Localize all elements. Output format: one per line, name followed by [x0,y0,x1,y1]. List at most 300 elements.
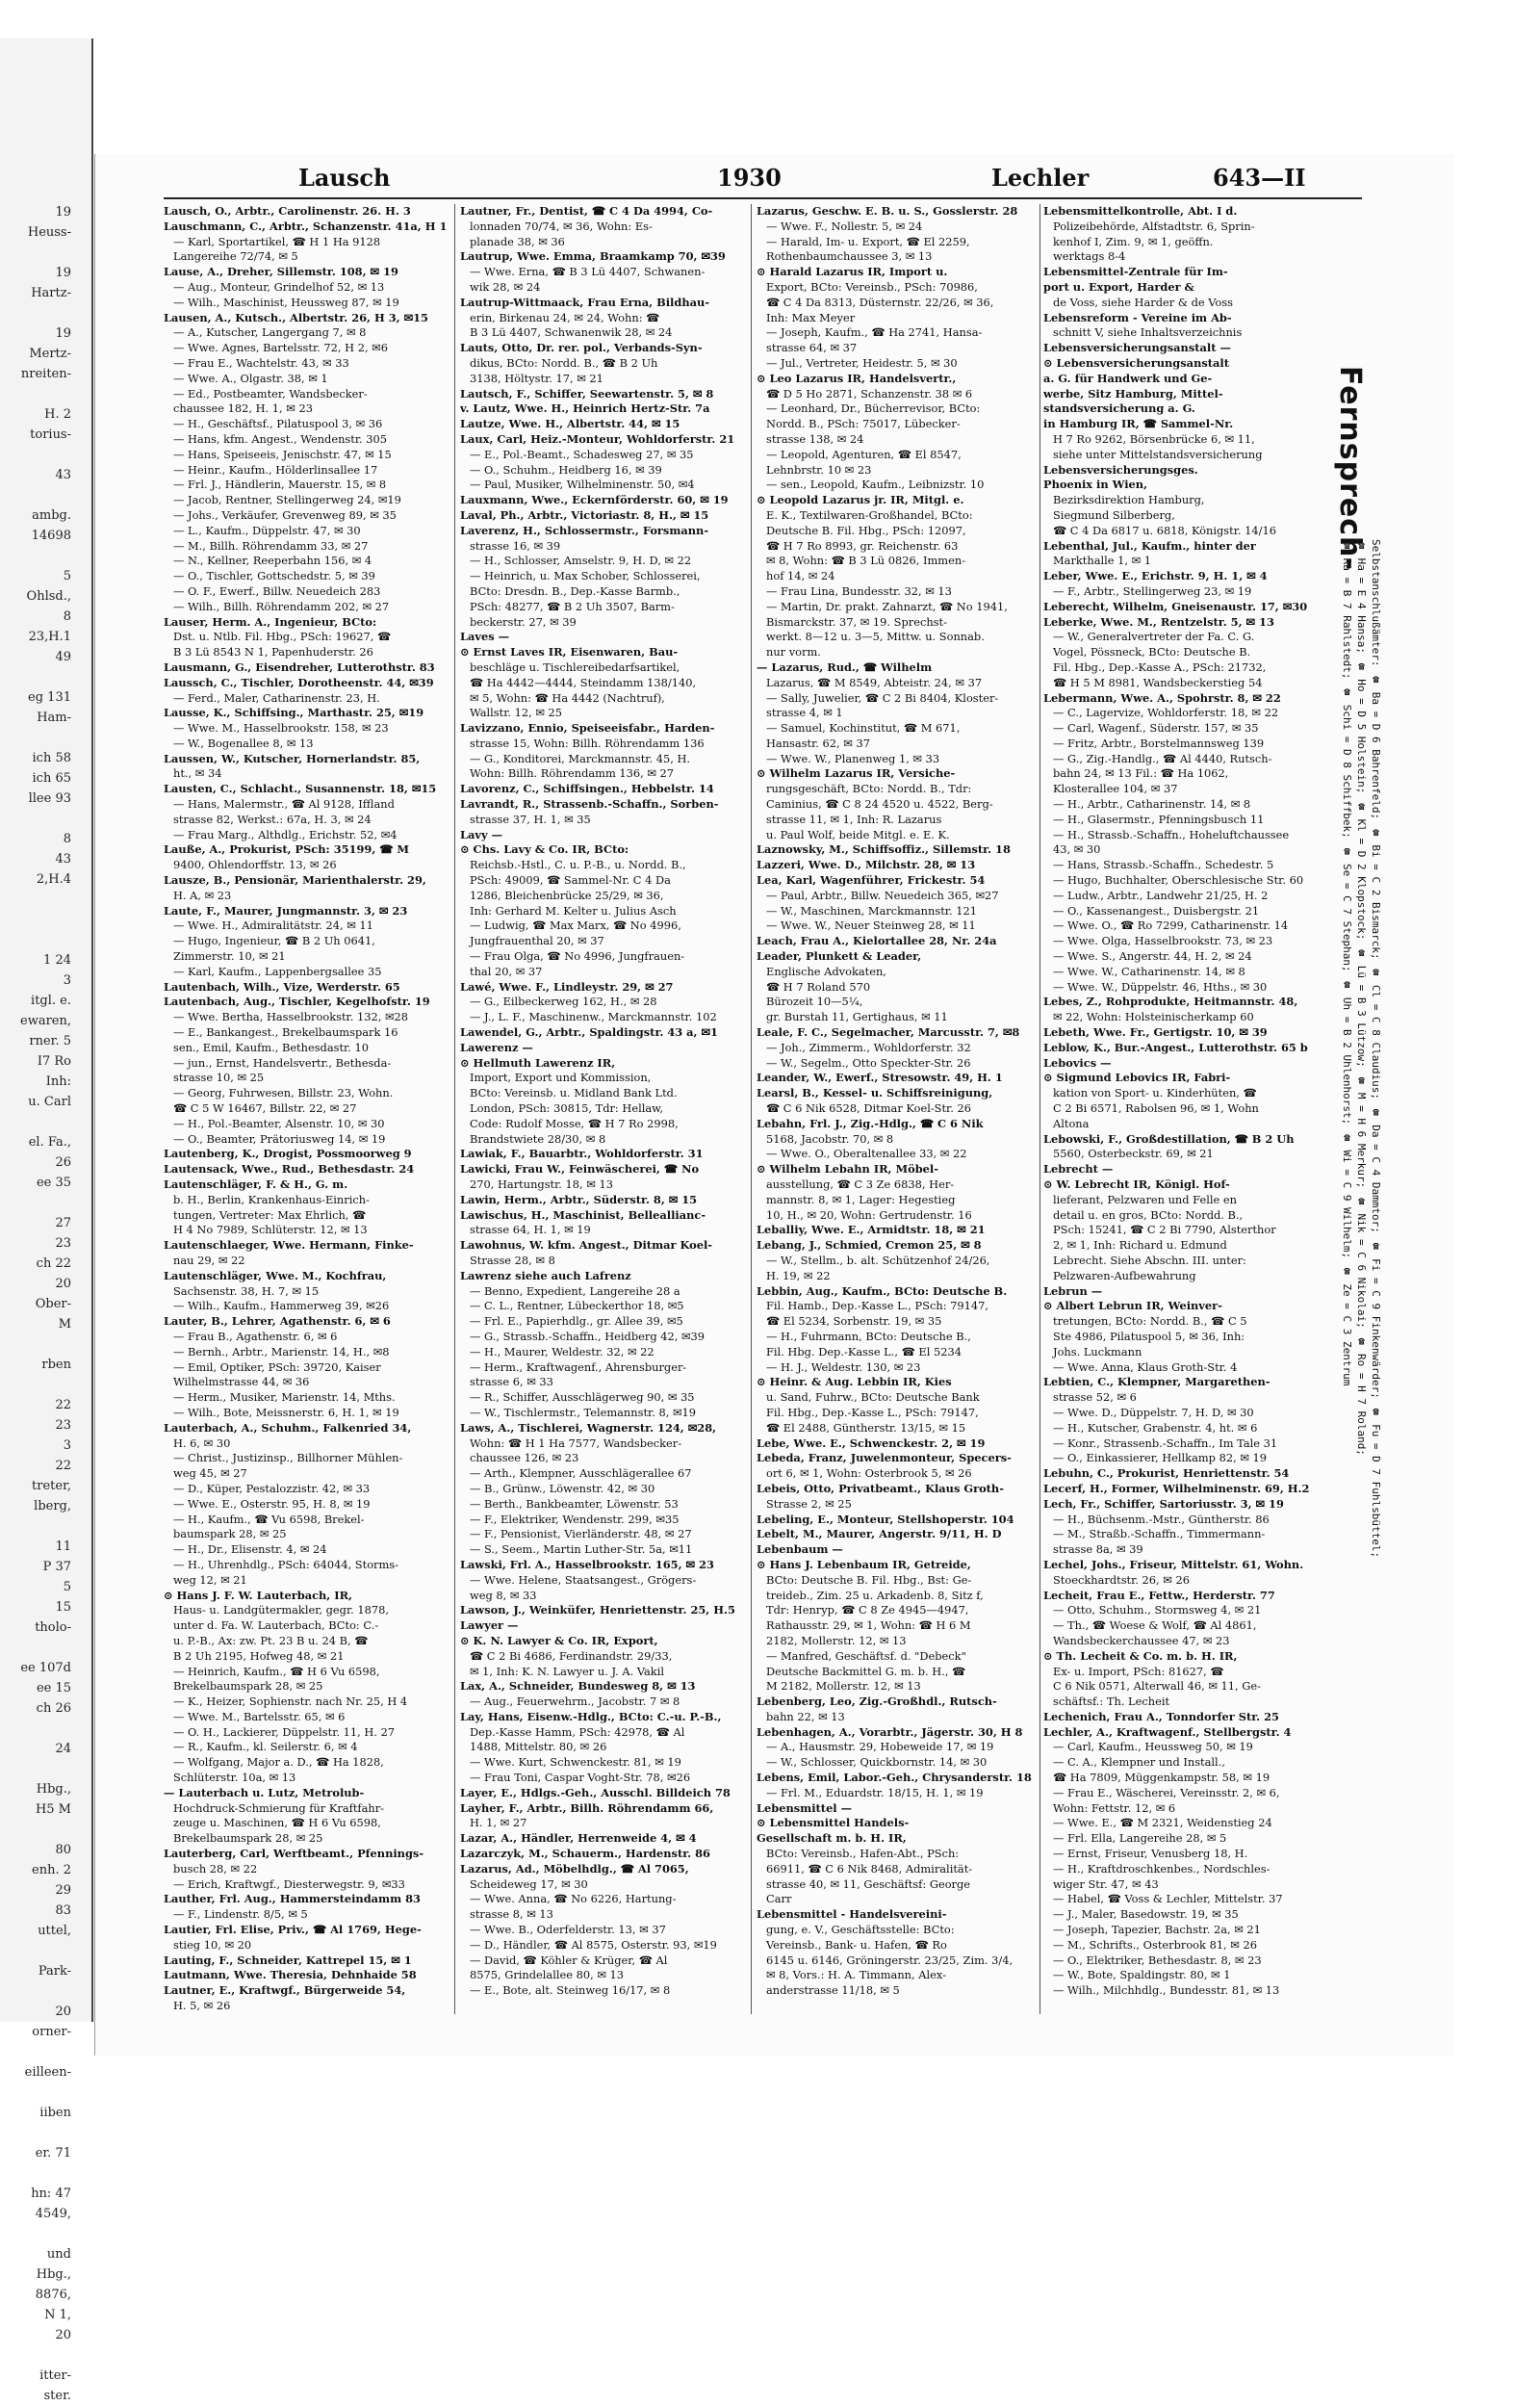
adjacent-page-fragment: Inh: [45,1074,71,1089]
directory-entry: Lebensversicherungsanstalt — [1043,341,1231,355]
exchange-code-line: Selbstanschlußämter: ☎ Ba = D 6 Bahrenfeld; ☎ Bi = C 2 Bismarck; ☎ Cl = C 8 Claudius; ☎ Da = C 4 Dammtor; ☎ Fi = C 9 Finkenwärder; ☎ Fu = D 7 Fuhlsbüttel; [1370,539,1382,1559]
directory-entry: — Wwe. B., Oderfelderstr. 13, ✉ 37 [470,1923,666,1937]
directory-entry: — J., Maler, Basedowstr. 19, ✉ 35 [1053,1907,1239,1922]
adjacent-page-fragment [0,485,75,505]
directory-entry: B 3 Lü 4407, Schwanenwik 28, ✉ 24 [470,325,673,340]
directory-entry: — H., Uhrenhdlg., PSch: 64044, Storms- [173,1557,398,1571]
adjacent-page-fragment: Hbg., [36,2267,71,2282]
directory-entry: planade 38, ✉ 36 [470,234,565,248]
directory-entry: Laute, F., Maurer, Jungmannstr. 3, ✉ 23 [164,903,408,918]
directory-entry: Ste 4986, Pilatuspool 5, ✉ 36, Inh: [1053,1329,1245,1343]
adjacent-page-fragment [0,1334,75,1355]
directory-entry: Wohn: Fettstr. 12, ✉ 6 [1053,1800,1176,1815]
directory-entry: — Wwe. Kurt, Schwenckestr. 81, ✉ 19 [470,1755,681,1770]
directory-entry: Lavrandt, R., Strassenb.-Schaffn., Sorben- [460,797,719,812]
directory-entry: — Paul, Musiker, Wilhelminenstr. 50, ✉4 [470,478,695,492]
directory-entry: — F., Arbtr., Stellingerweg 23, ✉ 19 [1053,583,1252,598]
side-panel-exchange-codes [1340,539,1383,2051]
adjacent-page-fragment: 43 [55,468,71,482]
directory-entry: ⊙ Lebensversicherungsanstalt [1043,355,1229,370]
directory-entry: ⊙ Albert Lebrun IR, Weinver- [1043,1299,1222,1313]
directory-entry: — Arth., Klempner, Ausschlägerallee 67 [470,1466,692,1481]
directory-entry: — G., Strassb.-Schaffn., Heidberg 42, ✉39 [470,1329,706,1343]
directory-entry: 43, ✉ 30 [1053,842,1101,857]
directory-entry: — Heinrich, u. Max Schober, Schlosserei, [470,569,701,583]
directory-entry: PSch: 48277, ☎ B 2 Uh 3507, Barm- [470,599,675,613]
directory-entry: Lawiak, F., Bauarbtr., Wohldorferstr. 31 [460,1147,704,1161]
directory-entry: Lautmann, Wwe. Theresia, Dehnhaide 58 [164,1968,417,1982]
directory-entry: ☎ Ha 4442—4444, Steindamm 138/140, [470,675,697,689]
directory-entry: nur vorm. [766,645,821,660]
directory-entry: Lawischus, H., Maschinist, Belleallianc- [460,1207,706,1222]
directory-entry: Layher, F., Arbtr., Billh. Röhrendamm 66, [460,1800,714,1815]
directory-entry: ☎ C 2 Bi 4686, Ferdinandstr. 29/33, [470,1648,673,1663]
directory-entry: strasse 8, ✉ 13 [470,1907,553,1922]
directory-entry: — Wwe. S., Angerstr. 44, H. 2, ✉ 24 [1053,949,1252,964]
directory-entry: B 3 Lü 8543 N 1, Papenhuderstr. 26 [173,645,373,660]
directory-entry: Sachsenstr. 38, H. 7, ✉ 15 [173,1283,320,1298]
directory-entry: Englische Advokaten, [766,964,886,978]
page-number: 643—II [1213,164,1306,192]
directory-entry: London, PSch: 30815, Tdr: Hellaw, [470,1101,664,1116]
directory-entry: Lay, Hans, Eisenw.-Hdlg., BCto: C.-u. P.-B., [460,1709,722,1723]
column-2 [460,204,747,2014]
directory-entry: ⊙ Wilhelm Lebahn IR, Möbel- [757,1162,938,1177]
directory-entry: 8575, Grindelallee 80, ✉ 13 [470,1968,625,1982]
directory-entry: — A., Kutscher, Langergang 7, ✉ 8 [173,325,367,340]
directory-entry: — Harald, Im- u. Export, ☎ El 2259, [766,234,970,248]
directory-entry: Lausch, O., Arbtr., Carolinenstr. 26. H. 3 [164,204,411,218]
directory-entry: — Aug., Feuerwehrm., Jacobstr. 7 ✉ 8 [470,1695,680,1709]
directory-entry: — Wolfgang, Major a. D., ☎ Ha 1828, [173,1755,384,1770]
directory-entry: gung, e. V., Geschäftsstelle: BCto: [766,1923,955,1937]
directory-entry: — E., Bankangest., Brekelbaumspark 16 [173,1025,398,1040]
directory-entry: kation von Sport- u. Kinderhüten, ☎ [1053,1086,1257,1100]
directory-entry: Lebeis, Otto, Privatbeamt., Klaus Groth- [757,1481,1004,1495]
directory-entry: Lauxmann, Wwe., Eckernförderstr. 60, ✉ 19 [460,493,729,507]
directory-entry: — O., Einkassierer, Hellkamp 82, ✉ 19 [1053,1451,1267,1465]
directory-entry: Lebenberg, Leo, Zig.-Großhdl., Rutsch- [757,1695,997,1709]
directory-entry: kenhof I, Zim. 9, ✉ 1, geöffn. [1053,234,1214,248]
directory-entry: PSch: 15241, ☎ C 2 Bi 7790, Alsterthor [1053,1223,1276,1237]
directory-entry: — W., Tischlermstr., Telemannstr. 8, ✉19 [470,1405,696,1419]
directory-entry: — H., Kaufm., ☎ Vu 6598, Brekel- [173,1512,365,1526]
adjacent-page-fragment [0,1981,75,2002]
directory-entry: Lebovics — [1043,1055,1112,1070]
directory-entry: Phoenix in Wien, [1043,478,1148,492]
directory-entry: — H., Geschäftsf., Pilatuspool 3, ✉ 36 [173,417,383,431]
directory-entry: Lebenbaum — [757,1542,843,1557]
directory-entry: Lechler, A., Kraftwagenf., Stellbergstr. 4 [1043,1724,1292,1739]
adjacent-page-fragment: lberg, [34,1499,71,1513]
directory-entry: strasse 82, Werkst.: 67a, H. 3, ✉ 24 [173,812,372,826]
directory-entry: Lebrecht — [1043,1162,1114,1177]
directory-entry: — Frau E., Wachtelstr. 43, ✉ 33 [173,355,349,370]
directory-entry: ort 6, ✉ 1, Wohn: Osterbrook 5, ✉ 26 [766,1466,972,1481]
directory-entry: Lecerf, H., Former, Wilhelminenstr. 69, H.2 [1043,1481,1310,1495]
directory-entry: — Wwe. W., Düppelstr. 46, Hths., ✉ 30 [1053,979,1268,994]
directory-entry: Lavizzano, Ennio, Speiseeisfabr., Harden- [460,721,715,736]
directory-entry: ✉ 8, Vors.: H. A. Timmann, Alex- [766,1968,946,1982]
adjacent-page-fragment [0,1759,75,1779]
directory-entry: — Carl, Wagenf., Süderstr. 157, ✉ 35 [1053,721,1259,736]
directory-entry: Leale, F. C., Segelmacher, Marcusstr. 7, ✉8 [757,1025,1020,1040]
directory-entry: strasse 40, ✉ 11, Geschäftsf: George [766,1876,971,1891]
directory-entry: — O., Schuhm., Heidberg 16, ✉ 39 [470,462,662,477]
directory-entry: Nordd. B., PSch: 75017, Lübecker- [766,417,961,431]
directory-entry: — Ernst, Friseur, Venusberg 18, H. [1053,1847,1248,1861]
directory-entry: ☎ C 4 Da 6817 u. 6818, Königstr. 14/16 [1053,523,1276,537]
directory-entry: ✉ 1, Inh: K. N. Lawyer u. J. A. Vakil [470,1664,664,1678]
directory-entry: — Joseph, Kaufm., ☎ Ha 2741, Hansa- [766,325,983,340]
directory-entry: v. Lautz, Wwe. H., Heinrich Hertz-Str. 7a [460,401,710,416]
adjacent-page-fragment: u. Carl [28,1095,71,1109]
directory-entry: Laves — [460,630,510,644]
adjacent-page-fragment [0,2224,75,2244]
directory-entry: ⊙ Harald Lazarus IR, Import u. [757,265,948,279]
adjacent-page-fragment: ewaren, [20,1014,71,1028]
directory-entry: — sen., Leopold, Kaufm., Leibnizstr. 10 [766,478,985,492]
directory-entry: 1488, Mittelstr. 80, ✉ 26 [470,1740,607,1754]
directory-entry: BCto: Vereinsb. u. Midland Bank Ltd. [470,1086,678,1100]
directory-entry: — Wilh., Milchhdlg., Bundesstr. 81, ✉ 13 [1053,1983,1280,1998]
directory-entry: H. A, ✉ 23 [173,888,232,902]
adjacent-page-fragment: 49 [55,650,71,664]
directory-entry: C 6 Nik 0571, Alterwall 46, ✉ 11, Ge- [1053,1679,1261,1694]
directory-entry: — H., Schlosser, Amselstr. 9, H. D, ✉ 22 [470,554,692,568]
directory-entry: Lautenschlaeger, Wwe. Hermann, Finke- [164,1238,414,1253]
directory-entry: ⊙ K. N. Lawyer & Co. IR, Export, [460,1633,658,1647]
directory-entry: u. Sand, Fuhrw., BCto: Deutsche Bank [766,1390,980,1405]
directory-entry: Laux, Carl, Heiz.-Monteur, Wohldorferstr. 21 [460,431,735,446]
adjacent-page-fragment: 4549, [35,2207,71,2221]
directory-entry: 6145 u. 6146, Gröningerstr. 23/25, Zim. 3/4, [766,1953,1014,1967]
directory-entry: ht., ✉ 34 [173,766,222,781]
adjacent-page-fragment [0,1112,75,1132]
adjacent-page-fragment [0,1941,75,1961]
directory-entry: dikus, BCto: Nordd. B., ☎ B 2 Uh [470,355,658,370]
directory-entry: — Wilh., Maschinist, Heussweg 87, ✉ 19 [173,295,399,309]
directory-entry: Lavy — [460,827,502,841]
directory-entry: — Johs., Verkäufer, Grevenweg 89, ✉ 35 [173,507,397,522]
directory-entry: Strasse 2, ✉ 25 [766,1496,852,1511]
exchange-code-line: ☎ Ra = B 7 Rahlstedt; ☎ Schi = D 8 Schiffbek; ☎ Se = C 7 Stephan; ☎ Uh = B 2 Uhlenhorst; ☎ Wi = C 9 Wilhelm; ☎ Ze = C 3 Zentrum [1341,539,1353,1386]
directory-entry: weg 45, ✉ 27 [173,1466,247,1481]
adjacent-page-fragment: Mertz- [29,347,71,361]
adjacent-page-fragment: 43 [55,852,71,867]
directory-entry: Lebensmittel-Zentrale für Im- [1043,265,1228,279]
directory-entry: — Herm., Kraftwagenf., Ahrensburger- [470,1359,687,1374]
directory-entry: Lautner, E., Kraftwgf., Bürgerweide 54, [164,1983,406,1998]
directory-entry: Lauße, A., Prokurist, PSch: 35199, ☎ M [164,842,410,857]
adjacent-page-fragment [0,2163,75,2184]
directory-entry: PSch: 49009, ☎ Sammel-Nr. C 4 Da [470,873,671,888]
directory-entry: Lawerenz — [460,1040,533,1054]
directory-entry: — O. H., Lackierer, Düppelstr. 11, H. 27 [173,1724,396,1739]
directory-entry: Lautier, Frl. Elise, Priv., ☎ Al 1769, Hege- [164,1923,422,1937]
directory-entry: Laussen, W., Kutscher, Hornerlandstr. 85, [164,751,421,765]
adjacent-page-fragment: iiben [39,2106,71,2120]
adjacent-page-fragment: eilleen- [24,2065,71,2080]
adjacent-page-fragment: 19 [55,266,71,280]
directory-entry: — Christ., Justizinsp., Billhorner Mühlen- [173,1451,403,1465]
directory-entry: Lauts, Otto, Dr. rer. pol., Verbands-Syn- [460,341,703,355]
directory-entry: Lech, Fr., Schiffer, Sartoriusstr. 3, ✉ 19 [1043,1496,1284,1511]
directory-entry: 3138, Höltystr. 17, ✉ 21 [470,371,603,385]
directory-entry: E. K., Textilwaren-Großhandel, BCto: [766,507,973,522]
column-4 [1043,204,1330,2014]
directory-entry: Lawendel, G., Arbtr., Spaldingstr. 43 a, ✉1 [460,1025,718,1040]
directory-entry: — Karl, Kaufm., Lappenbergsallee 35 [173,964,382,978]
adjacent-page-fragment [0,1516,75,1537]
directory-entry: — Sally, Juwelier, ☎ C 2 Bi 8404, Kloster- [766,690,999,705]
directory-entry: Laval, Ph., Arbtr., Victoriastr. 8, H., ✉ 15 [460,507,709,522]
adjacent-page-fragment: 23,H.1 [28,630,71,644]
directory-entry: — jun., Ernst, Handelsvertr., Bethesda- [173,1055,392,1070]
directory-entry: Lauschmann, C., Arbtr., Schanzenstr. 41a, H 1 [164,219,448,233]
adjacent-page-fragment: P 37 [42,1560,71,1574]
directory-entry: ⊙ Leo Lazarus IR, Handelsvertr., [757,371,957,385]
directory-entry: — Wwe. Anna, Klaus Groth-Str. 4 [1053,1359,1238,1374]
adjacent-page-fragment: H5 M [35,1802,71,1817]
directory-entry: strasse 4, ✉ 1 [766,706,843,720]
directory-entry: — F., Elektriker, Wendenstr. 299, ✉35 [470,1512,680,1526]
directory-entry: — Wwe. W., Planenweg 1, ✉ 33 [766,751,940,765]
directory-entry: Lea, Karl, Wagenführer, Frickestr. 54 [757,873,986,888]
adjacent-page-fragment [0,243,75,263]
directory-entry: — Jul., Vertreter, Heidestr. 5, ✉ 30 [766,355,958,370]
directory-entry: Lautsch, F., Schiffer, Seewartenstr. 5, ✉ 8 [460,386,714,401]
directory-entry: Lawrenz siehe auch Lafrenz [460,1268,631,1282]
directory-entry: ☎ C 5 W 16467, Billstr. 22, ✉ 27 [173,1101,357,1116]
directory-entry: Tdr: Henryp, ☎ C 8 Ze 4945—4947, [766,1603,969,1617]
directory-entry: — H. J., Weldestr. 130, ✉ 23 [766,1359,921,1374]
adjacent-page-fragment: 23 [55,1236,71,1251]
directory-entry: hof 14, ✉ 24 [766,569,835,583]
directory-entry: Gesellschaft m. b. H. IR, [757,1831,907,1846]
directory-entry: — Frl. Ella, Langereihe 28, ✉ 5 [1053,1831,1227,1846]
directory-entry: — Wwe. D., Düppelstr. 7, H. D, ✉ 30 [1053,1405,1254,1419]
directory-entry: Wandsbeckerchaussee 47, ✉ 23 [1053,1633,1230,1647]
directory-entry: Dst. u. Ntlb. Fil. Hbg., PSch: 19627, ☎ [173,630,392,644]
directory-entry: — Wilh., Billh. Röhrendamm 202, ✉ 27 [173,599,390,613]
directory-entry: — Emil, Optiker, PSch: 39720, Kaiser [173,1359,381,1374]
adjacent-page-fragment [0,1638,75,1658]
directory-entry: Inh: Gerhard M. Kelter u. Julius Asch [470,903,677,918]
directory-entry: — Frau Olga, ☎ No 4996, Jungfrauen- [470,949,685,964]
adjacent-page-fragment [0,384,75,404]
directory-entry: — Wwe. O., Oberaltenallee 33, ✉ 22 [766,1147,967,1161]
directory-entry: — Lauterbach u. Lutz, Metrolub- [164,1785,365,1799]
directory-entry: H. 5, ✉ 26 [173,1999,231,2013]
directory-entry: Deutsche Backmittel G. m. b. H., ☎ [766,1664,966,1678]
directory-entry: — H., Pol.-Beamter, Alsenstr. 10, ✉ 30 [173,1116,385,1130]
directory-entry: rungsgeschäft, BCto: Nordd. B., Tdr: [766,782,972,796]
adjacent-page-fragment: llee 93 [28,791,71,806]
directory-entry: — Ed., Postbeamter, Wandsbecker- [173,386,368,401]
directory-entry: Lawicki, Frau W., Feinwäscherei, ☎ No [460,1162,700,1177]
directory-entry: Rothenbaumchaussee 3, ✉ 13 [766,249,933,264]
column-divider [751,204,752,2014]
directory-entry: Lavorenz, C., Schiffsingen., Hebbelstr. 14 [460,782,714,796]
adjacent-page-fragment [0,930,75,950]
directory-entry: nau 29, ✉ 22 [173,1253,245,1267]
exchange-code-line: ☎ Ha = E 4 Hansa; ☎ Ho = D 5 Holstein; ☎ Kl = D 2 Klopstock; ☎ Lü = B 3 Lützow; ☎ M = H 6 Merkur; ☎ Nik = C 6 Nikolai; ☎ Ro = H 7 Roland; [1355,539,1368,1456]
directory-entry: stieg 10, ✉ 20 [173,1937,252,1952]
directory-entry: Lehnbrstr. 10 ✉ 23 [766,462,872,477]
directory-entry: strasse 8a, ✉ 39 [1053,1542,1143,1557]
directory-entry: — Lazarus, Rud., ☎ Wilhelm [757,660,933,674]
directory-entry: Lausze, B., Pensionär, Marienthalerstr. 29, [164,873,426,888]
directory-entry: — C. L., Rentner, Lübeckerthor 18, ✉5 [470,1299,684,1313]
directory-entry: — Heinrich, Kaufm., ☎ H 6 Vu 6598, [173,1664,380,1678]
adjacent-page-fragment: treter, [32,1479,71,1493]
adjacent-page-fragment [0,1193,75,1213]
directory-entry: — W., Maschinen, Marckmannstr. 121 [766,903,977,918]
directory-entry: ⊙ Th. Lecheit & Co. m. b. H. IR, [1043,1648,1238,1663]
directory-entry: Carr [766,1892,792,1906]
directory-entry: tungen, Vertreter: Max Ehrlich, ☎ [173,1207,367,1222]
directory-entry: ⊙ Lebensmittel Handels- [757,1816,910,1830]
directory-entry: strasse 64, ✉ 37 [766,341,858,355]
directory-entry: ✉ 22, Wohn: Holsteinischerkamp 60 [1053,1010,1254,1024]
directory-entry: Lause, A., Dreher, Sillemstr. 108, ✉ 19 [164,265,398,279]
directory-entry: Caminius, ☎ C 8 24 4520 u. 4522, Berg- [766,797,993,812]
directory-entry: Reichsb.-Hstl., C. u. P.-B., u. Nordd. B., [470,858,686,872]
directory-entry: — Wwe. M., Bartelsstr. 65, ✉ 6 [173,1709,346,1723]
directory-entry: — H., Kraftdroschkenbes., Nordschles- [1053,1861,1270,1876]
adjacent-page-fragment: 80 [55,1843,71,1857]
adjacent-page-fragment: Ham- [37,711,71,725]
directory-entry: — Paul, Arbtr., Billw. Neuedeich 365, ✉27 [766,888,999,902]
directory-entry: — R., Schiffer, Ausschlägerweg 90, ✉ 35 [470,1390,695,1405]
directory-entry: thal 20, ✉ 37 [470,964,543,978]
directory-entry: Lebensmittelkontrolle, Abt. I d. [1043,204,1238,218]
directory-entry: — Wwe. W., Catharinenstr. 14, ✉ 8 [1053,964,1245,978]
adjacent-page-fragment [0,890,75,910]
directory-entry: ⊙ Hans J. F. W. Lauterbach, IR, [164,1588,353,1602]
directory-entry: u. Paul Wolf, beide Mitgl. e. E. K. [766,827,950,841]
directory-entry: — M., Straßb.-Schaffn., Timmermann- [1053,1527,1266,1541]
directory-entry: Dep.-Kasse Hamm, PSch: 42978, ☎ Al [470,1724,685,1739]
adjacent-page-fragment: ambg. [32,508,71,523]
adjacent-page-fragment: tholo- [35,1620,71,1635]
directory-entry: ⊙ Heinr. & Aug. Lebbin IR, Kies [757,1375,952,1389]
directory-entry: Lebtien, C., Klempner, Margarethen- [1043,1375,1270,1389]
directory-entry: Lebang, J., Schmied, Cremon 25, ✉ 8 [757,1238,982,1253]
directory-entry: — O., Beamter, Prätoriusweg 14, ✉ 19 [173,1131,386,1146]
adjacent-page-fragment: 15 [55,1600,71,1615]
directory-entry: Lebensversicherungsges. [1043,462,1198,477]
directory-entry: — Manfred, Geschäftsf. d. "Debeck" [766,1648,966,1663]
directory-entry: ⊙ Hans J. Lebenbaum IR, Getreide, [757,1557,971,1571]
directory-entry: strasse 10, ✉ 25 [173,1071,265,1085]
directory-entry: erin, Birkenau 24, ✉ 24, Wohn: ☎ [470,310,660,324]
directory-entry: — Ferd., Maler, Catharinenstr. 23, H. [173,690,380,705]
directory-entry: — A., Hausmstr. 29, Hobeweide 17, ✉ 19 [766,1740,994,1754]
column-1 [164,204,450,2014]
adjacent-page-fragment: ee 107d [20,1661,71,1675]
directory-entry: 1286, Bleichenbrücke 25/29, ✉ 36, [470,888,664,902]
directory-entry: — W., Generalvertreter der Fa. C. G. [1053,630,1255,644]
adjacent-page-fragment: orner- [32,2025,71,2039]
directory-entry: u. P.-B., Ax: zw. Pt. 23 B u. 24 B, ☎ [173,1633,369,1647]
directory-entry: Lebes, Z., Rohprodukte, Heitmannstr. 48, [1043,995,1298,1009]
directory-entry: Lebuhn, C., Prokurist, Henriettenstr. 54 [1043,1466,1290,1481]
adjacent-page-fragment: 8876, [35,2288,71,2302]
directory-entry: Lebensmittel — [757,1800,852,1815]
directory-entry: mannstr. 8, ✉ 1, Lager: Hegestieg [766,1192,956,1206]
header-last-name: Lechler [991,164,1090,192]
directory-entry: 9400, Ohlendorffstr. 13, ✉ 26 [173,858,337,872]
directory-entry: Laverenz, H., Schlossermstr., Forsmann- [460,523,709,537]
directory-entry: Lautenschläger, F. & H., G. m. [164,1177,348,1191]
directory-entry: Lebenhagen, A., Vorarbtr., Jägerstr. 30, H 8 [757,1724,1023,1739]
directory-entry: Fil. Hbg., Dep.-Kasse A., PSch: 21732, [1053,660,1267,674]
directory-entry: — M., Billh. Röhrendamm 33, ✉ 27 [173,538,369,553]
directory-entry: detail u. en gros, BCto: Nordd. B., [1053,1207,1244,1222]
directory-entry: Hochdruck-Schmierung für Kraftfahr- [173,1800,385,1815]
directory-entry: Lausten, C., Schlacht., Susannenstr. 18, ✉15 [164,782,437,796]
directory-entry: Rathausstr. 29, ✉ 1, Wohn: ☎ H 6 M [766,1618,971,1633]
adjacent-page-fragment [0,2345,75,2366]
directory-entry: strasse 64, H. 1, ✉ 19 [470,1223,591,1237]
directory-entry: Lebensmittel - Handelsvereini- [757,1907,947,1922]
directory-entry: — Wwe. Olga, Hasselbrookstr. 73, ✉ 23 [1053,934,1273,948]
directory-entry: Bismarckstr. 37, ✉ 19. Sprechst- [766,614,947,629]
directory-entry: busch 28, ✉ 22 [173,1861,258,1876]
directory-entry: Lawin, Herm., Arbtr., Süderstr. 8, ✉ 15 [460,1192,698,1206]
directory-entry: 5168, Jacobstr. 70, ✉ 8 [766,1131,894,1146]
directory-entry: beschläge u. Tischlereibedarfsartikel, [470,660,680,674]
directory-entry: siehe unter Mittelstandsversicherung [1053,447,1263,461]
directory-entry: — D., Küper, Pestalozzistr. 42, ✉ 33 [173,1481,371,1495]
directory-entry: chaussee 182, H. 1, ✉ 23 [173,401,313,416]
adjacent-page-fragment [0,910,75,930]
directory-entry: Lebeling, E., Monteur, Stellshoperstr. 104 [757,1512,1014,1526]
directory-entry: Pelzwaren-Aufbewahrung [1053,1268,1196,1282]
directory-entry: B 2 Uh 2195, Hofweg 48, ✉ 21 [173,1648,345,1663]
directory-entry: Lautner, Fr., Dentist, ☎ C 4 Da 4994, Co- [460,204,713,218]
directory-entry: M 2182, Mollerstr. 12, ✉ 13 [766,1679,921,1694]
adjacent-page-fragment [0,445,75,465]
directory-entry: ☎ H 7 Roland 570 [766,979,871,994]
directory-entry: Lebahn, Frl. J., Zig.-Hdlg., ☎ C 6 Nik [757,1116,984,1130]
adjacent-page-fragment: itter- [39,2368,71,2383]
directory-entry: — Ludwig, ☎ Max Marx, ☎ No 4996, [470,918,681,933]
directory-entry: Lazarczyk, M., Schauerm., Hardenstr. 86 [460,1847,710,1861]
adjacent-page-fragment [0,2083,75,2103]
directory-entry: H. 1, ✉ 27 [470,1816,527,1830]
directory-entry: ⊙ Chs. Lavy & Co. IR, BCto: [460,842,629,857]
adjacent-page-fragment: 20 [55,1277,71,1291]
directory-entry: Lawyer — [460,1618,519,1633]
adjacent-page-fragment [0,2042,75,2062]
directory-entry: bahn 24, ✉ 13 Fil.: ☎ Ha 1062, [1053,766,1229,781]
directory-entry: Brekelbaumspark 28, ✉ 25 [173,1831,323,1846]
directory-entry: Lautensack, Wwe., Rud., Bethesdastr. 24 [164,1162,415,1177]
directory-entry: — Frl. E., Papierhdlg., gr. Allee 39, ✉5 [470,1314,683,1329]
adjacent-page-fragment: Park- [38,1964,71,1979]
adjacent-page-fragment: 22 [55,1398,71,1412]
adjacent-page-fragment: nreiten- [20,367,71,381]
directory-entry: ⊙ Leopold Lazarus jr. IR, Mitgl. e. [757,493,964,507]
directory-entry: Leader, Plunkett & Leader, [757,949,922,964]
directory-entry: — B., Grünw., Löwenstr. 42, ✉ 30 [470,1481,655,1495]
directory-entry: Lebenthal, Jul., Kaufm., hinter der [1043,538,1256,553]
directory-entry: 2182, Mollerstr. 12, ✉ 13 [766,1633,907,1647]
directory-entry: — N., Kellner, Reeperbahn 156, ✉ 4 [173,554,372,568]
